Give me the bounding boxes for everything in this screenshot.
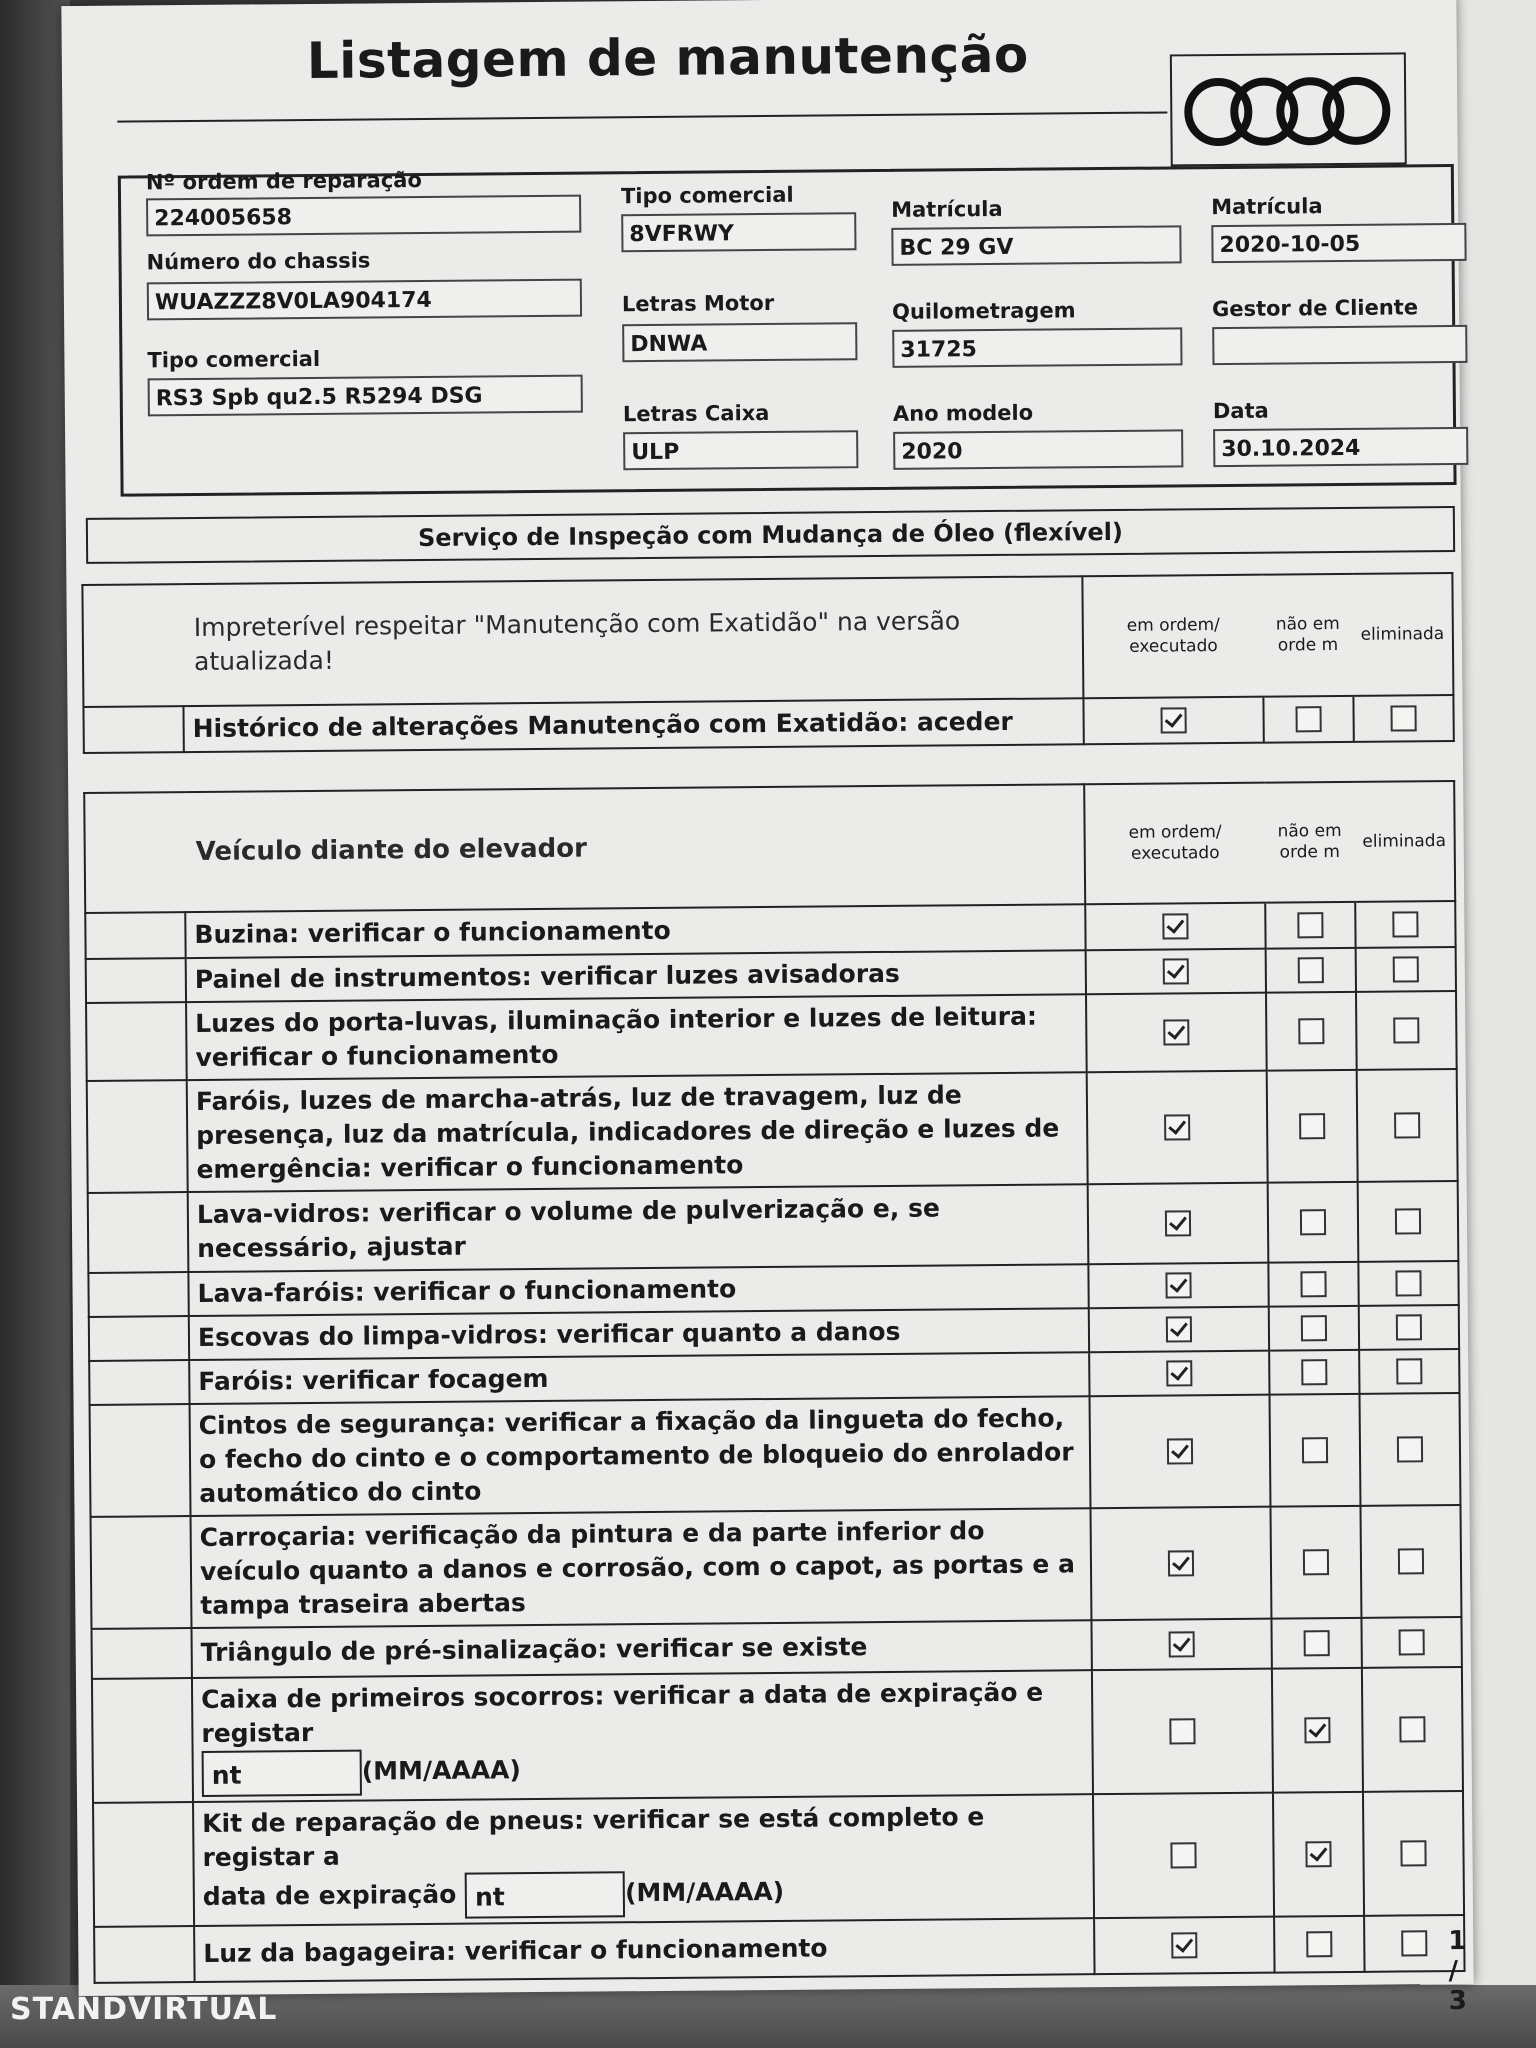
row-margin-cell [85, 912, 185, 959]
row-margin-cell [86, 958, 186, 1003]
checkbox-cell-ok [1087, 1071, 1268, 1185]
checkbox-cell-nok [1265, 902, 1355, 949]
checkbox-nok[interactable] [1299, 1113, 1325, 1139]
task-text: Lava-faróis: verificar o funcionamento [197, 1274, 737, 1308]
checkbox-elim[interactable] [1397, 1436, 1423, 1462]
checkbox-ok[interactable] [1170, 1842, 1196, 1868]
gestor-cliente-field [1212, 325, 1467, 365]
checkbox-cell-elim [1359, 1349, 1459, 1394]
checkbox-cell-nok [1270, 1506, 1361, 1619]
task-cell [183, 698, 1083, 752]
checkbox-nok[interactable] [1302, 1437, 1328, 1463]
input-suffix-text: (MM/AAAA) [624, 1876, 785, 1908]
section1-heading: Impreterível respeitar "Manutenção com Exatidão" na versão atualizada! [82, 576, 1083, 707]
checkbox-ok[interactable] [1162, 913, 1188, 939]
checkbox-ok[interactable] [1161, 707, 1187, 733]
checkbox-nok[interactable] [1298, 1018, 1324, 1044]
checkbox-elim[interactable] [1398, 1548, 1424, 1574]
checkbox-cell-nok [1266, 948, 1356, 993]
checkbox-cell-elim [1363, 1791, 1464, 1916]
data-label: Data [1212, 398, 1269, 424]
checkbox-ok[interactable] [1165, 1210, 1191, 1236]
expiry-date-input[interactable]: nt [465, 1871, 625, 1918]
checkbox-elim[interactable] [1392, 911, 1418, 937]
task-text: Faróis, luzes de marcha-atrás, luz de travagem, luz de presença, luz da matrícula, indicadores de direção e luzes de emergência: verificar o funcionamento [195, 1080, 1060, 1184]
row-margin-cell [86, 1002, 187, 1081]
header-rule [117, 111, 1167, 122]
task-cell [191, 1508, 1092, 1628]
task-text: Cintos de segurança: verificar a fixação da lingueta do fecho, o fecho do cinto e o comportamento de bloqueio do enrolador automático do cinto [198, 1403, 1074, 1508]
checkbox-elim[interactable] [1394, 1112, 1420, 1138]
matricula-date-label: Matrícula [1211, 194, 1323, 220]
chassis-label: Número do chassis [146, 248, 371, 275]
table-row [88, 1181, 1459, 1273]
task-cell [186, 950, 1086, 1002]
checkbox-cell-elim [1360, 1393, 1461, 1506]
checkbox-cell-elim [1360, 1505, 1461, 1618]
checkbox-cell-elim [1358, 1181, 1459, 1262]
task-cell [187, 1072, 1088, 1192]
task-text: Luzes do porta-luvas, iluminação interior e luzes de leitura: verificar o funcionamento [195, 1001, 1038, 1072]
checkbox-ok[interactable] [1163, 958, 1189, 984]
checkbox-ok[interactable] [1169, 1631, 1195, 1657]
checkbox-elim[interactable] [1399, 1716, 1425, 1742]
row-margin-cell [87, 1080, 188, 1193]
checkbox-nok[interactable] [1297, 912, 1323, 938]
checkbox-elim[interactable] [1400, 1840, 1426, 1866]
checkbox-cell-elim [1355, 901, 1455, 948]
checkbox-elim[interactable] [1396, 1358, 1422, 1384]
ano-modelo-field: 2020 [893, 429, 1183, 470]
checkbox-nok[interactable] [1306, 1931, 1332, 1957]
checkbox-cell-elim [1353, 695, 1453, 742]
checkbox-cell-elim [1357, 1069, 1458, 1182]
checkbox-cell-ok [1090, 1507, 1271, 1621]
checkbox-cell-elim [1362, 1667, 1463, 1792]
col-elim-header: eliminada [1354, 781, 1455, 902]
table-row [90, 1393, 1461, 1517]
checkbox-nok[interactable] [1304, 1630, 1330, 1656]
checkbox-cell-elim [1361, 1617, 1461, 1668]
task-text: Escovas do limpa-vidros: verificar quanto a danos [197, 1316, 901, 1352]
gestor-cliente-label: Gestor de Cliente [1211, 295, 1419, 322]
checkbox-cell-ok [1089, 1351, 1269, 1397]
row-margin-cell [83, 706, 183, 753]
row-margin-cell [90, 1404, 191, 1517]
checkbox-cell-nok [1267, 1070, 1358, 1183]
expiry-date-input[interactable]: nt [202, 1750, 362, 1797]
checkbox-ok[interactable] [1166, 1316, 1192, 1342]
col-ok-header: em ordem/ executado [1084, 783, 1265, 905]
input-suffix-text: (MM/AAAA) [361, 1755, 522, 1786]
matricula-field: BC 29 GV [891, 225, 1181, 266]
checklist-header-row [82, 573, 1453, 707]
standvirtual-watermark: STANDVIRTUAL [10, 1992, 278, 2027]
checkbox-cell-elim [1356, 991, 1457, 1070]
input-prefix-text: data de expiração [202, 1879, 457, 1911]
checkbox-elim[interactable] [1401, 1930, 1427, 1956]
task-text: Faróis: verificar focagem [198, 1363, 549, 1396]
checkbox-cell-ok [1089, 1307, 1269, 1353]
row-margin-cell [91, 1516, 192, 1629]
chassis-field: WUAZZZ8V0LA904174 [147, 279, 582, 321]
task-cell [193, 1794, 1094, 1926]
checkbox-nok[interactable] [1303, 1549, 1329, 1575]
task-cell [192, 1620, 1092, 1678]
table-row [92, 1667, 1463, 1803]
letras-caixa-field: ULP [623, 430, 858, 470]
quilometragem-label: Quilometragem [891, 298, 1076, 324]
checkbox-ok[interactable] [1163, 1019, 1189, 1045]
quilometragem-field: 31725 [892, 327, 1182, 368]
row-margin-cell [93, 1802, 194, 1927]
tipo-comercial-field: RS3 Spb qu2.5 R5294 DSG [148, 375, 583, 417]
page-title: Listagem de manutenção [306, 25, 1029, 90]
checkbox-cell-ok [1086, 949, 1266, 995]
letras-motor-field: DNWA [622, 322, 857, 362]
matricula-label: Matrícula [891, 196, 1003, 222]
checkbox-nok[interactable] [1300, 1209, 1326, 1235]
tipo-comercial-code-label: Tipo comercial [620, 182, 794, 209]
checkbox-elim[interactable] [1395, 1208, 1421, 1234]
task-text: Luz da bagageira: verificar o funcionamento [203, 1933, 828, 1968]
ordem-field: 224005658 [146, 195, 581, 237]
checkbox-cell-ok [1092, 1669, 1273, 1795]
audi-rings-logo-icon [1180, 72, 1395, 150]
checkbox-elim[interactable] [1396, 1314, 1422, 1340]
task-cell [194, 1918, 1094, 1982]
task-text: Lava-vidros: verificar o volume de pulverização e, se necessário, ajustar [196, 1193, 940, 1263]
table-row [91, 1505, 1462, 1629]
row-margin-cell [92, 1628, 192, 1679]
ordem-label: Nº ordem de reparação [145, 167, 422, 195]
checkbox-elim[interactable] [1395, 1270, 1421, 1296]
row-margin-cell [89, 1316, 189, 1361]
task-cell [188, 1264, 1088, 1316]
checkbox-ok[interactable] [1168, 1550, 1194, 1576]
background-dark-left [0, 0, 70, 2048]
col-nok-header: não em orde m [1264, 782, 1355, 903]
section2-heading: Veículo diante do elevador [84, 784, 1085, 913]
task-cell [186, 994, 1087, 1080]
checkbox-cell-nok [1272, 1668, 1363, 1793]
data-field: 30.10.2024 [1213, 427, 1468, 467]
checkbox-cell-elim [1358, 1261, 1458, 1306]
table-row [94, 1915, 1464, 1983]
task-text: Kit de reparação de pneus: verificar se está completo e registar a [202, 1802, 985, 1872]
task-text: Carroçaria: verificação da pintura e da parte inferior do veículo quanto a danos e corrosão, com o capot, as portas e a tampa traseira abertas [199, 1516, 1076, 1620]
task-cell [188, 1184, 1089, 1272]
checkbox-cell-ok [1090, 1395, 1271, 1509]
checkbox-nok[interactable] [1305, 1841, 1331, 1867]
task-text: Buzina: verificar o funcionamento [194, 915, 671, 949]
row-margin-cell [89, 1360, 189, 1405]
table-row [86, 991, 1457, 1081]
checkbox-cell-nok [1268, 1262, 1358, 1307]
checkbox-ok[interactable] [1166, 1360, 1192, 1386]
checkbox-nok[interactable] [1298, 957, 1324, 983]
checkbox-ok[interactable] [1167, 1438, 1193, 1464]
checkbox-elim[interactable] [1393, 1017, 1419, 1043]
checkbox-cell-nok [1266, 992, 1357, 1071]
checkbox-cell-nok [1268, 1182, 1359, 1263]
checkbox-nok[interactable] [1301, 1359, 1327, 1385]
row-margin-cell [88, 1272, 188, 1317]
task-cell [189, 1308, 1089, 1360]
checkbox-ok[interactable] [1169, 1718, 1195, 1744]
task-cell [192, 1670, 1093, 1802]
checkbox-nok[interactable] [1304, 1717, 1330, 1743]
col-ok-header: em ordem/ executado [1082, 575, 1263, 699]
checkbox-nok[interactable] [1300, 1271, 1326, 1297]
col-nok-header: não em orde m [1262, 574, 1353, 697]
checkbox-nok[interactable] [1296, 706, 1322, 732]
row-margin-cell [92, 1678, 193, 1803]
task-text: Painel de instrumentos: verificar luzes avisadoras [194, 958, 900, 994]
col-elim-header: eliminada [1352, 573, 1453, 696]
checkbox-cell-ok [1083, 697, 1263, 745]
task-text: Triângulo de pré-sinalização: verificar se existe [200, 1632, 868, 1667]
table-row [87, 1069, 1458, 1193]
checklist-header-row [84, 781, 1455, 913]
checkbox-ok[interactable] [1165, 1272, 1191, 1298]
checkbox-cell-nok [1271, 1618, 1361, 1669]
page-number: 1 / 3 [1448, 1925, 1468, 2017]
task-text: Histórico de alterações Manutenção com Exatidão: aceder [192, 706, 1013, 744]
checkbox-cell-elim [1359, 1305, 1459, 1350]
checkbox-cell-nok [1270, 1394, 1361, 1507]
checkbox-cell-ok [1085, 903, 1265, 951]
ano-modelo-label: Ano modelo [892, 400, 1034, 426]
checkbox-ok[interactable] [1171, 1932, 1197, 1958]
tipo-comercial-code-field: 8VFRWY [621, 212, 856, 252]
checkbox-cell-nok [1263, 696, 1353, 743]
table-row [93, 1791, 1464, 1927]
checkbox-elim[interactable] [1393, 956, 1419, 982]
letras-caixa-label: Letras Caixa [622, 400, 770, 427]
checkbox-cell-ok [1093, 1793, 1274, 1919]
checklist-table-2 [83, 780, 1465, 1984]
checkbox-ok[interactable] [1164, 1114, 1190, 1140]
checkbox-cell-ok [1088, 1263, 1268, 1309]
checkbox-cell-ok [1086, 993, 1267, 1073]
tipo-comercial-label: Tipo comercial [147, 346, 321, 373]
row-margin-cell [88, 1192, 189, 1273]
checkbox-nok[interactable] [1301, 1315, 1327, 1341]
checklist-table-1 [81, 572, 1454, 754]
checkbox-cell-ok [1091, 1619, 1271, 1671]
checkbox-cell-ok [1088, 1183, 1269, 1265]
checkbox-cell-ok [1094, 1917, 1274, 1975]
service-title: Serviço de Inspeção com Mudança de Óleo (flexível) [86, 506, 1455, 564]
checkbox-elim[interactable] [1390, 705, 1416, 731]
checkbox-cell-nok [1269, 1350, 1359, 1395]
matricula-date-field: 2020-10-05 [1211, 223, 1466, 263]
row-margin-cell [94, 1926, 194, 1983]
checkbox-elim[interactable] [1399, 1629, 1425, 1655]
task-cell [190, 1396, 1091, 1516]
checkbox-cell-nok [1274, 1916, 1364, 1973]
task-cell [185, 904, 1085, 958]
checkbox-cell-nok [1273, 1792, 1364, 1917]
checkbox-cell-elim [1356, 947, 1456, 992]
vehicle-info-box [118, 164, 1457, 497]
task-text: Caixa de primeiros socorros: verificar a data de expiração e registar [200, 1677, 1044, 1748]
checkbox-cell-nok [1269, 1306, 1359, 1351]
task-cell [189, 1352, 1089, 1404]
letras-motor-label: Letras Motor [621, 290, 775, 317]
